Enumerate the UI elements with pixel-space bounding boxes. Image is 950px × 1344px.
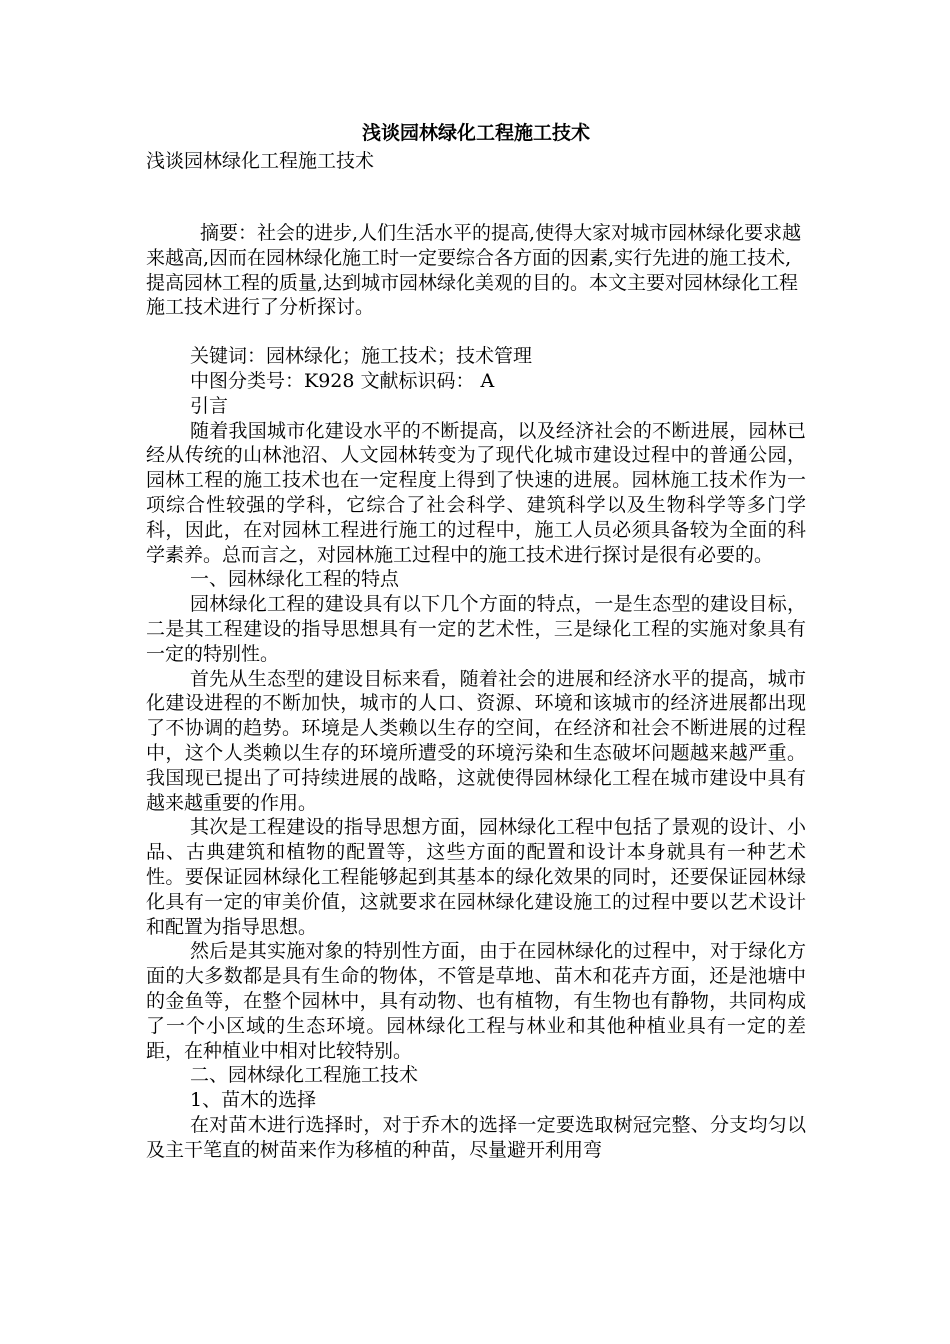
document-title: 浅谈园林绿化工程施工技术 xyxy=(361,122,590,144)
subsection-heading-1: 1、苗木的选择 xyxy=(190,1089,317,1112)
section1-paragraph-4: 然后是其实施对象的特别性方面，由于在园林绿化的过程中，对于绿化方面的大多数都是具有生命的物体，不管是草地、苗木和花卉方面，还是池塘中的金鱼等，在整个园林中，具有动物、也有植物，有生物也有静物，共同构成了一个小区域的生态环境。园林绿化工程与林业和其他种植业具有一定的差距，在种植业中相对比较特别。 xyxy=(146,940,806,1062)
spacer xyxy=(146,320,806,344)
classification-line: 中图分类号：K928 文献标识码： A xyxy=(190,369,495,392)
section-heading-2: 二、园林绿化工程施工技术 xyxy=(190,1064,419,1087)
keywords: 关键词：园林绿化；施工技术；技术管理 xyxy=(190,345,533,368)
document-body xyxy=(146,344,806,1162)
section1-paragraph-1: 园林绿化工程的建设具有以下几个方面的特点，一是生态型的建设目标，二是其工程建设的指导思想具有一定的艺术性，三是绿化工程的实施对象具有一定的特别性。 xyxy=(146,593,806,665)
section1-paragraph-2: 首先从生态型的建设目标来看，随着社会的进展和经济水平的提高，城市化建设进程的不断加快，城市的人口、资源、环境和该城市的经济进展都出现了不协调的趋势。环境是人类赖以生存的空间，在经济和社会不断进展的过程中，这个人类赖以生存的环境所遭受的环境污染和生态破坏问题越来越严重。我国现已提出了可持续进展的战略，这就使得园林绿化工程在城市建设中具有越来越重要的作用。 xyxy=(146,667,806,814)
intro-heading: 引言 xyxy=(190,394,229,417)
document-page xyxy=(146,119,806,1162)
section1-paragraph-3: 其次是工程建设的指导思想方面，园林绿化工程中包括了景观的设计、小品、古典建筑和植物的配置等，这些方面的配置和设计本身就具有一种艺术性。要保证园林绿化工程能够起到其基本的绿化效果的同时，还要保证园林绿化具有一定的审美价值，这就要求在园林绿化建设施工的过程中要以艺术设计和配置为指导思想。 xyxy=(146,816,806,938)
abstract: 摘要：社会的进步,人们生活水平的提高,使得大家对城市园林绿化要求越来越高,因而在园林绿化施工时一定要综合各方面的因素,实行先进的施工技术,提高园林工程的质量,达到城市园林绿化美观的目的。本文主要对园林绿化工程施工技术进行了分析探讨。 xyxy=(146,222,802,319)
section-heading-1: 一、园林绿化工程的特点 xyxy=(190,568,400,591)
intro-paragraph: 随着我国城市化建设水平的不断提高，以及经济社会的不断进展，园林已经从传统的山林池沼、人文园林转变为了现代化城市建设过程中的普通公园，园林工程的施工技术也在一定程度上得到了快速的进展。园林施工技术作为一项综合性较强的学科，它综合了社会科学、建筑科学以及生物科学等多门学科，因此，在对园林工程进行施工的过程中，施工人员必须具备较为全面的科学素养。总而言之，对园林施工过程中的施工技术进行探讨是很有必要的。 xyxy=(146,419,806,566)
spacer xyxy=(146,175,806,221)
document-subtitle: 浅谈园林绿化工程施工技术 xyxy=(146,150,375,172)
section2-paragraph-1: 在对苗木进行选择时，对于乔木的选择一定要选取树冠完整、分支均匀以及主干笔直的树苗来作为移植的种苗，尽量避开利用弯 xyxy=(146,1113,806,1161)
